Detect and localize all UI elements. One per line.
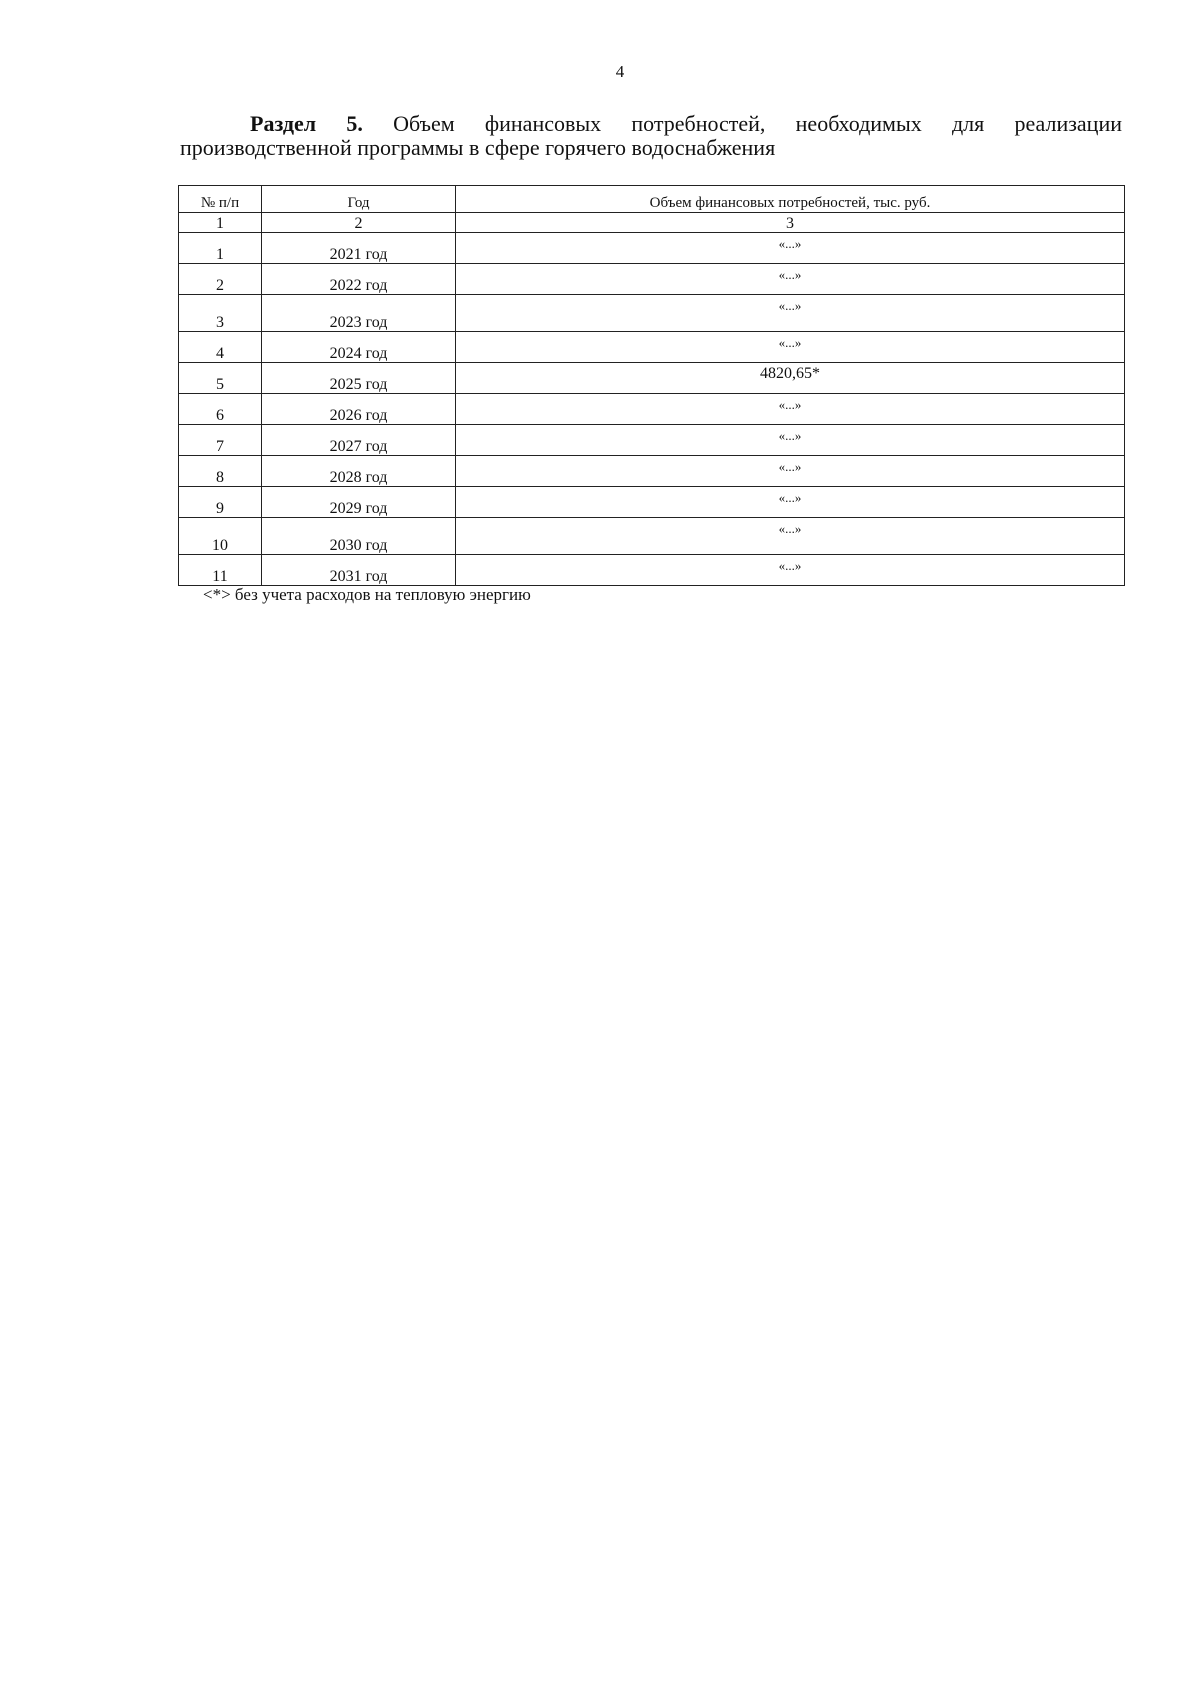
section-label: Раздел 5. [250, 111, 363, 136]
table-row [179, 363, 1125, 394]
row-value-cell: «...» [456, 295, 1125, 332]
column-number-cell: 3 [456, 213, 1125, 233]
row-value-cell: «...» [456, 555, 1125, 586]
row-value-cell: «...» [456, 233, 1125, 264]
row-year-cell: 2028 год [262, 456, 456, 487]
row-year-cell: 2022 год [262, 264, 456, 295]
table-row [179, 456, 1125, 487]
finance-table [178, 185, 1125, 586]
row-number-cell: 7 [179, 425, 262, 456]
table-row [179, 394, 1125, 425]
table-row [179, 264, 1125, 295]
row-year-cell: 2029 год [262, 487, 456, 518]
header-cell-value: Объем финансовых потребностей, тыс. руб. [456, 186, 1125, 213]
row-value-cell: «...» [456, 487, 1125, 518]
row-number-cell: 6 [179, 394, 262, 425]
row-value-cell: «...» [456, 456, 1125, 487]
section-heading-line1 [180, 112, 1122, 136]
row-number-cell: 8 [179, 456, 262, 487]
row-value-cell: «...» [456, 264, 1125, 295]
table-row [179, 332, 1125, 363]
section-title-part2: производственной программы в сфере горячего водоснабжения [180, 135, 776, 160]
header-cell-number: № п/п [179, 186, 262, 213]
table-row [179, 555, 1125, 586]
section-title-part1: Объем финансовых потребностей, необходимых для реализации [393, 111, 1122, 136]
table-row [179, 295, 1125, 332]
row-year-cell: 2031 год [262, 555, 456, 586]
row-number-cell: 5 [179, 363, 262, 394]
column-numbers-row [179, 213, 1125, 233]
row-number-cell: 11 [179, 555, 262, 586]
row-number-cell: 1 [179, 233, 262, 264]
row-year-cell: 2026 год [262, 394, 456, 425]
column-number-cell: 1 [179, 213, 262, 233]
row-value-cell: «...» [456, 332, 1125, 363]
row-number-cell: 3 [179, 295, 262, 332]
section-heading [180, 112, 1122, 160]
table-row [179, 487, 1125, 518]
row-year-cell: 2023 год [262, 295, 456, 332]
row-number-cell: 10 [179, 518, 262, 555]
row-number-cell: 4 [179, 332, 262, 363]
column-number-cell: 2 [262, 213, 456, 233]
row-year-cell: 2025 год [262, 363, 456, 394]
row-value-cell: «...» [456, 425, 1125, 456]
row-number-cell: 9 [179, 487, 262, 518]
table-row [179, 425, 1125, 456]
table-row [179, 518, 1125, 555]
row-value-cell: «...» [456, 518, 1125, 555]
row-year-cell: 2024 год [262, 332, 456, 363]
row-year-cell: 2030 год [262, 518, 456, 555]
row-value-cell: 4820,65* [456, 363, 1125, 394]
row-year-cell: 2027 год [262, 425, 456, 456]
page-number: 4 [615, 62, 625, 81]
table-row [179, 233, 1125, 264]
footnote: <*> без учета расходов на тепловую энергию [203, 585, 531, 604]
row-number-cell: 2 [179, 264, 262, 295]
table-header-row [179, 186, 1125, 213]
row-year-cell: 2021 год [262, 233, 456, 264]
header-cell-year: Год [262, 186, 456, 213]
row-value-cell: «...» [456, 394, 1125, 425]
